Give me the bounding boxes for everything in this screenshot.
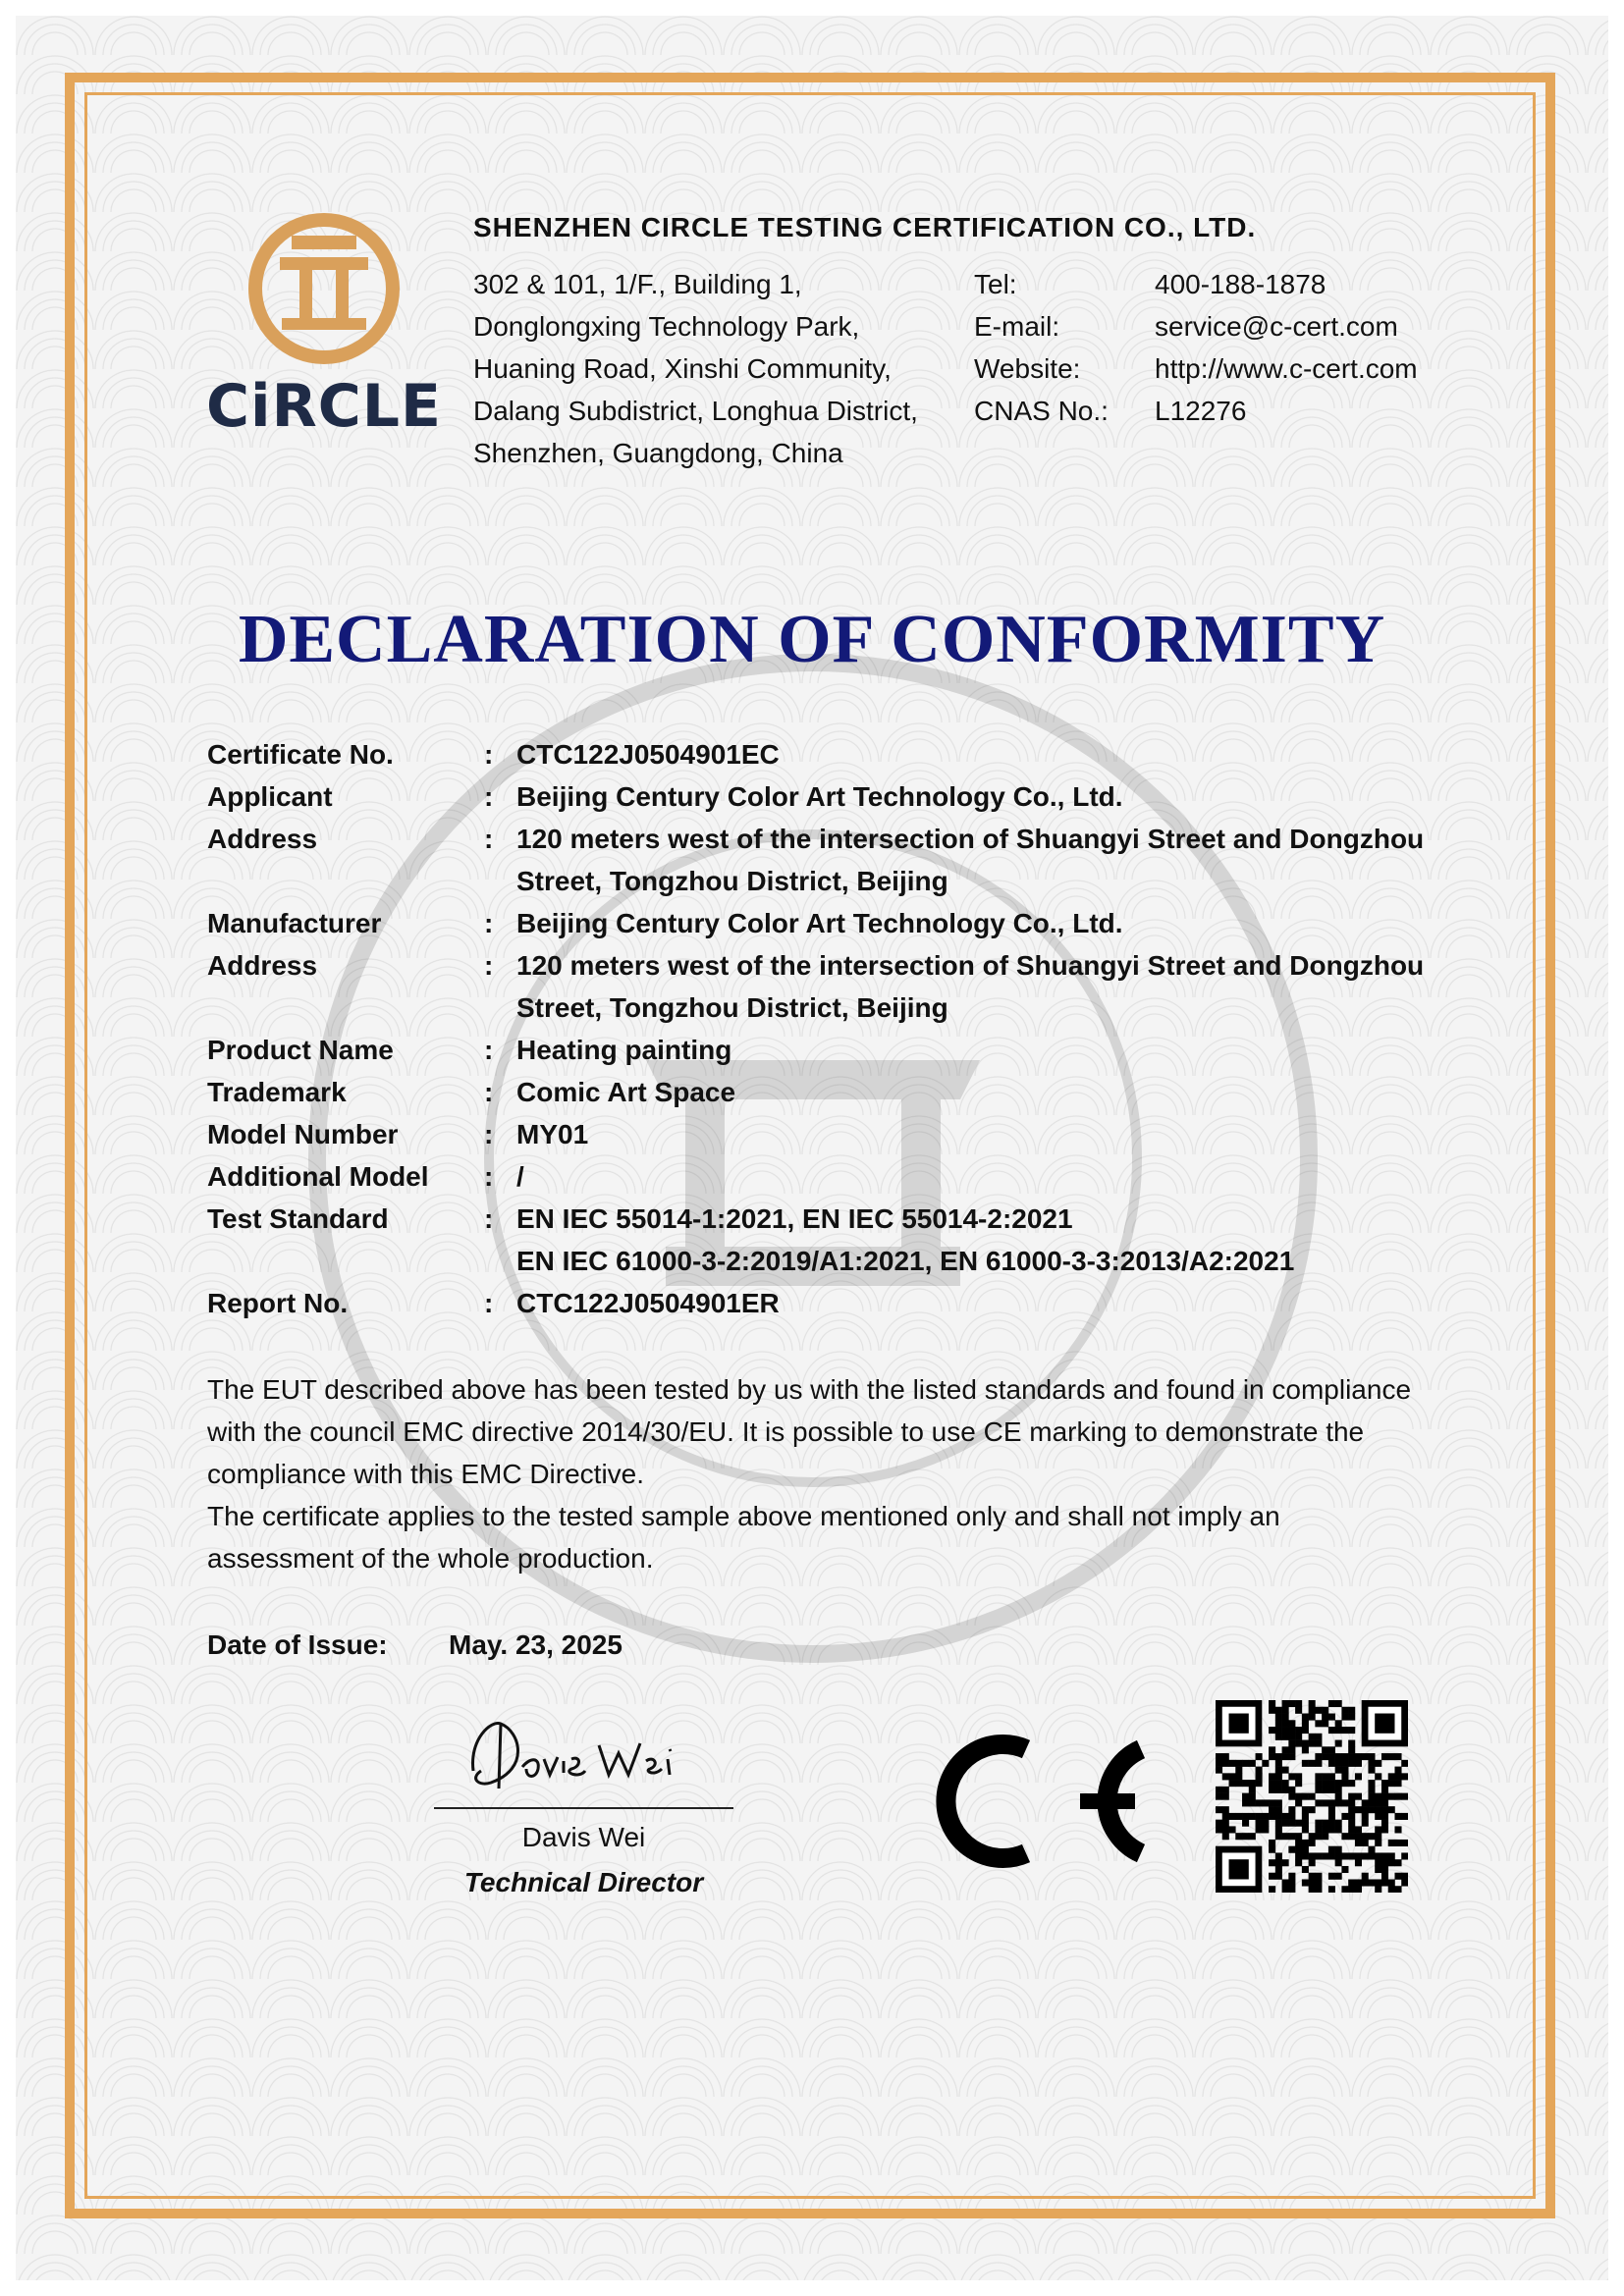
field-separator: :: [484, 908, 494, 938]
field-value: [516, 1029, 1484, 1071]
company-address: [473, 263, 918, 474]
field-row: [207, 1029, 1484, 1071]
handwritten-signature: [461, 1710, 697, 1798]
address-line: Shenzhen, Guangdong, China: [473, 438, 843, 468]
field-label: Trademark: [207, 1077, 347, 1107]
contact-row-cnas: [974, 390, 1418, 432]
contact-label: CNAS No.:: [974, 396, 1109, 426]
field-value-line: Comic Art Space: [516, 1077, 736, 1107]
contact-label: Website:: [974, 353, 1081, 384]
field-row: [207, 775, 1484, 818]
field-row: [207, 944, 1484, 1029]
circle-logo: [201, 210, 447, 446]
field-value: [516, 1282, 1484, 1324]
field-separator: :: [484, 739, 494, 770]
field-value-line: CTC122J0504901EC: [516, 739, 780, 770]
company-contacts: [974, 263, 1418, 432]
address-line: Donglongxing Technology Park,: [473, 311, 860, 342]
signatory-name: Davis Wei: [521, 1822, 646, 1852]
contact-label: E-mail:: [974, 311, 1060, 342]
statement-line: with the council EMC directive 2014/30/EU. It is possible to use CE marking to demonstrate the: [207, 1416, 1365, 1447]
field-value-line: Street, Tongzhou District, Beijing: [516, 992, 948, 1023]
company-name: SHENZHEN CIRCLE TESTING CERTIFICATION CO., LTD.: [473, 212, 1257, 242]
field-separator: :: [484, 781, 494, 812]
contact-row-email: [974, 305, 1418, 347]
field-separator: :: [484, 1119, 494, 1149]
signatory-title: Technical Director: [463, 1867, 704, 1897]
certificate-fields: [207, 733, 1484, 1324]
field-value-line: MY01: [516, 1119, 589, 1149]
circle-emblem-icon: [201, 210, 447, 377]
field-value: [516, 733, 1484, 775]
field-row: [207, 902, 1484, 944]
address-line: Dalang Subdistrict, Longhua District,: [473, 396, 918, 426]
field-separator: :: [484, 824, 494, 854]
contact-value: L12276: [1155, 396, 1247, 426]
statement-line: assessment of the whole production.: [207, 1543, 654, 1574]
field-label: Manufacturer: [207, 908, 382, 938]
contact-value: service@c-cert.com: [1155, 311, 1398, 342]
field-label: Test Standard: [207, 1203, 389, 1234]
field-value-line: EN IEC 61000-3-2:2019/A1:2021, EN 61000-3-3:2013/A2:2021: [516, 1246, 1295, 1276]
field-value: [516, 944, 1484, 1029]
field-value-line: 120 meters west of the intersection of Shuangyi Street and Dongzhou: [516, 950, 1425, 981]
statement-line: The EUT described above has been tested by us with the listed standards and found in compliance: [207, 1374, 1412, 1405]
signature-line: [434, 1807, 733, 1809]
field-value: [516, 818, 1484, 902]
field-separator: :: [484, 1077, 494, 1107]
field-label: Product Name: [207, 1035, 394, 1065]
field-value: [516, 902, 1484, 944]
field-row: [207, 818, 1484, 902]
field-label: Address: [207, 950, 318, 981]
contact-value: 400-188-1878: [1155, 269, 1326, 299]
field-row: [207, 1198, 1484, 1282]
field-label: Certificate No.: [207, 739, 394, 770]
logo-wordmark: CiRCLE: [205, 372, 443, 441]
field-value-line: Beijing Century Color Art Technology Co., Ltd.: [516, 781, 1123, 812]
contact-row-tel: [974, 263, 1418, 305]
field-separator: :: [484, 1035, 494, 1065]
field-label: Applicant: [207, 781, 333, 812]
qr-code-icon: [1216, 1700, 1408, 1893]
compliance-statement: [207, 1368, 1474, 1579]
issue-date-label: Date of Issue:: [207, 1629, 388, 1660]
field-value: [516, 1113, 1484, 1155]
field-separator: :: [484, 1203, 494, 1234]
contact-label: Tel:: [974, 269, 1017, 299]
document-title: DECLARATION OF CONFORMITY: [238, 602, 1386, 677]
field-row: [207, 1282, 1484, 1324]
address-line: 302 & 101, 1/F., Building 1,: [473, 269, 802, 299]
field-value: [516, 1071, 1484, 1113]
contact-row-website: [974, 347, 1418, 390]
field-value-line: CTC122J0504901ER: [516, 1288, 780, 1318]
field-value: [516, 775, 1484, 818]
field-separator: :: [484, 1288, 494, 1318]
contact-value: http://www.c-cert.com: [1155, 353, 1418, 384]
issue-date-value: May. 23, 2025: [449, 1629, 623, 1660]
statement-line: compliance with this EMC Directive.: [207, 1459, 645, 1489]
field-value-line: Beijing Century Color Art Technology Co., Ltd.: [516, 908, 1123, 938]
field-row: [207, 1113, 1484, 1155]
address-line: Huaning Road, Xinshi Community,: [473, 353, 892, 384]
field-label: Address: [207, 824, 318, 854]
field-label: Additional Model: [207, 1161, 429, 1192]
field-label: Report No.: [207, 1288, 349, 1318]
field-separator: :: [484, 950, 494, 981]
field-row: [207, 733, 1484, 775]
ce-mark-icon: [933, 1728, 1149, 1875]
field-value-line: 120 meters west of the intersection of Shuangyi Street and Dongzhou: [516, 824, 1425, 854]
field-row: [207, 1071, 1484, 1113]
field-value: [516, 1155, 1484, 1198]
field-value-line: EN IEC 55014-1:2021, EN IEC 55014-2:2021: [516, 1203, 1073, 1234]
field-value: [516, 1198, 1484, 1282]
field-label: Model Number: [207, 1119, 399, 1149]
field-value-line: /: [516, 1161, 524, 1192]
field-separator: :: [484, 1161, 494, 1192]
field-value-line: Street, Tongzhou District, Beijing: [516, 866, 948, 896]
issue-date-row: [207, 1629, 623, 1661]
field-row: [207, 1155, 1484, 1198]
field-value-line: Heating painting: [516, 1035, 732, 1065]
statement-line: The certificate applies to the tested sample above mentioned only and shall not imply an: [207, 1501, 1280, 1531]
